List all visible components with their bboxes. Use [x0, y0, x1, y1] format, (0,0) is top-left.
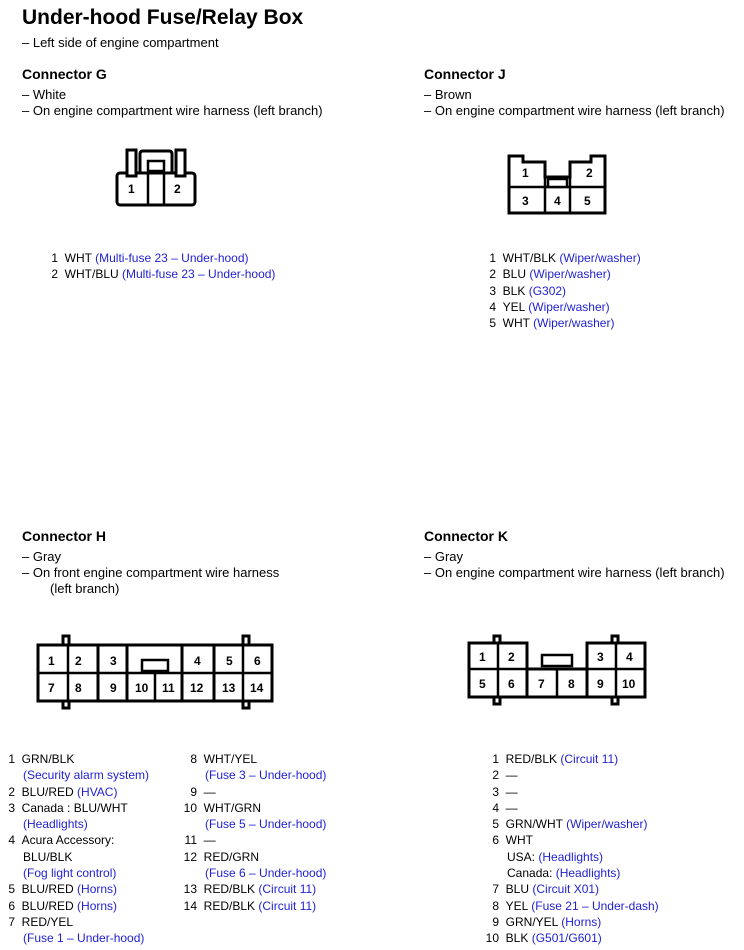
connector-g-pin-list [50, 250, 275, 283]
pin-row [50, 266, 275, 282]
connector-h-color: – Gray [22, 549, 62, 564]
pin-number: 7 [492, 882, 499, 897]
pin-circuit-link: (Wiper/washer) [559, 251, 641, 265]
pin-row [183, 898, 326, 914]
pin-number: 7 [8, 914, 15, 929]
pin-row [183, 751, 326, 767]
pin-circuit-link: (Circuit X01) [532, 882, 600, 897]
connector-h-cavity-label: 14 [250, 681, 264, 695]
connector-k-diagram [466, 633, 651, 713]
pin-row [485, 832, 659, 848]
pin-row [7, 832, 149, 848]
connector-k-title: Connector K [424, 528, 508, 544]
pin-wire-color: BLU [502, 267, 527, 282]
pin-number: 2 [51, 267, 58, 282]
pin-row [7, 898, 149, 914]
connector-g-diagram [100, 145, 210, 215]
pin-wire-color: WHT/BLK [502, 251, 557, 265]
pin-number: 13 [183, 882, 197, 897]
pin-row [485, 930, 659, 946]
connector-h-cavity-label: 13 [222, 681, 236, 695]
pin-wire-color: WHT/GRN [203, 800, 261, 815]
connector-j-cavity-label: 1 [522, 166, 529, 180]
pin-circuit-link: (Horns) [561, 914, 602, 929]
pin-circuit-link: (G302) [528, 283, 567, 298]
connector-h-title: Connector H [22, 528, 106, 544]
pin-wire-color: WHT [64, 251, 92, 265]
pin-wire-color: — [505, 800, 518, 815]
connector-j-title: Connector J [424, 66, 506, 82]
pin-circuit-link: (Multi-fuse 23 – Under-hood) [122, 267, 276, 282]
pin-wire-color: YEL [502, 299, 525, 314]
connector-k-location: – On engine compartment wire harness (left branch) [424, 565, 725, 580]
connector-h-cavity-label: 12 [190, 681, 204, 695]
connector-k-cavity-label: 9 [597, 677, 604, 691]
pin-row-continued [7, 816, 149, 832]
pin-number: 6 [492, 833, 499, 848]
pin-row [488, 283, 641, 299]
pin-circuit-link: (Fuse 6 – Under-hood) [205, 866, 327, 881]
page-title: Under-hood Fuse/Relay Box [22, 6, 304, 29]
pin-number: 4 [8, 833, 15, 848]
pin-wire-color: Canada : BLU/WHT [21, 800, 128, 815]
connector-h-diagram [35, 633, 280, 713]
pin-row [488, 266, 641, 282]
pin-wire-color: — [505, 768, 518, 783]
pin-row-variant [485, 865, 659, 881]
pin-circuit-link: (Fuse 3 – Under-hood) [205, 768, 327, 783]
pin-number: 3 [489, 283, 496, 298]
connector-h-location-cont: (left branch) [50, 581, 120, 596]
pin-number: 11 [184, 833, 197, 848]
pin-circuit-link: (Security alarm system) [23, 768, 150, 783]
pin-row [485, 767, 659, 783]
pin-row [183, 849, 326, 865]
connector-h-cavity-label: 7 [48, 681, 55, 695]
pin-row-continued [183, 767, 326, 783]
connector-k-cavity-label: 5 [479, 677, 486, 691]
pin-wire-color: — [203, 784, 216, 799]
pin-wire-color: RED/BLK [203, 898, 256, 913]
connector-k-color: – Gray [424, 549, 464, 564]
pin-row [7, 800, 149, 816]
pin-row [485, 751, 659, 767]
connector-h-cavity-label: 3 [110, 654, 117, 668]
pin-wire-color: YEL [505, 898, 528, 913]
pin-wire-color: RED/GRN [203, 849, 260, 864]
pin-wire-color: BLU/BLK [23, 849, 73, 864]
connector-j-color: – Brown [424, 87, 472, 102]
pin-wire-color: GRN/BLK [21, 752, 75, 766]
pin-number: 5 [489, 316, 496, 331]
pin-variant-label: USA: [507, 849, 536, 864]
pin-wire-color: WHT/YEL [203, 752, 258, 766]
pin-number: 10 [183, 800, 197, 815]
pin-wire-color: BLU/RED [21, 784, 74, 799]
pin-number: 2 [8, 784, 15, 799]
pin-number: 5 [8, 882, 15, 897]
pin-circuit-link: (Wiper/washer) [529, 267, 611, 282]
pin-row [488, 315, 641, 331]
pin-number: 3 [8, 800, 15, 815]
connector-h-cavity-label: 11 [162, 681, 175, 695]
pin-circuit-link: (Wiper/washer) [533, 316, 615, 331]
page-subtitle: – Left side of engine compartment [22, 35, 219, 50]
connector-g-location: – On engine compartment wire harness (left branch) [22, 103, 323, 118]
connector-j-diagram [506, 153, 611, 218]
pin-wire-color: GRN/WHT [505, 817, 563, 832]
pin-circuit-link: (G501/G601) [531, 931, 602, 946]
pin-circuit-link: (Headlights) [538, 849, 604, 864]
connector-g-title: Connector G [22, 66, 107, 82]
connector-h-cavity-label: 9 [110, 681, 117, 695]
pin-row-continued [183, 816, 326, 832]
pin-number: 1 [492, 752, 499, 766]
pin-number: 4 [492, 800, 499, 815]
pin-number: 1 [489, 251, 496, 265]
pin-wire-color: — [203, 833, 216, 848]
pin-wire-color: BLU/RED [21, 898, 74, 913]
pin-circuit-link: (Fuse 5 – Under-hood) [205, 817, 327, 832]
pin-wire-color: BLU/RED [21, 882, 74, 897]
connector-h-cavity-label: 4 [194, 654, 201, 668]
pin-row [485, 881, 659, 897]
connector-j-pin-list [488, 250, 641, 331]
connector-k-cavity-label: 10 [622, 677, 636, 691]
pin-row [488, 250, 641, 266]
connector-j-cavity-label: 5 [584, 194, 591, 208]
pin-number: 8 [190, 752, 197, 766]
connector-g-cavity-label: 1 [128, 182, 135, 196]
pin-row [183, 881, 326, 897]
pin-wire-color: BLK [505, 931, 529, 946]
pin-circuit-link: (Fog light control) [23, 866, 117, 881]
connector-h-cavity-label: 1 [48, 654, 55, 668]
pin-row-continued [183, 865, 326, 881]
connector-k-cavity-label: 4 [626, 650, 633, 664]
pin-circuit-link: (Multi-fuse 23 – Under-hood) [95, 251, 249, 265]
connector-k-pin-list [485, 751, 659, 947]
connector-h-cavity-label: 5 [226, 654, 233, 668]
pin-row [7, 914, 149, 930]
connector-h-pin-list-right [183, 751, 326, 914]
pin-number: 1 [8, 752, 15, 766]
pin-number: 8 [492, 898, 499, 913]
pin-row [7, 881, 149, 897]
pin-number: 9 [492, 914, 499, 929]
pin-row [485, 898, 659, 914]
pin-row-continued [7, 767, 149, 783]
pin-variant-label: Canada: [507, 866, 553, 881]
pin-circuit-link: (Horns) [77, 898, 118, 913]
pin-row-variant [485, 849, 659, 865]
pin-row [7, 784, 149, 800]
pin-number: 2 [489, 267, 496, 282]
pin-number: 4 [489, 299, 496, 314]
pin-number: 10 [485, 931, 499, 946]
pin-row [485, 800, 659, 816]
connector-h-cavity-label: 6 [254, 654, 261, 668]
connector-k-cavity-label: 7 [538, 677, 545, 691]
pin-circuit-link: (Circuit 11) [258, 898, 317, 913]
pin-row-continued [7, 865, 149, 881]
connector-h-cavity-label: 2 [75, 654, 82, 668]
pin-row [183, 784, 326, 800]
pin-wire-color: WHT [502, 316, 530, 331]
pin-number: 1 [51, 251, 58, 265]
pin-circuit-link: (Headlights) [555, 866, 621, 881]
pin-row [485, 816, 659, 832]
pin-circuit-link: (Headlights) [23, 817, 88, 832]
pin-wire-color: WHT/BLU [64, 267, 119, 282]
pin-circuit-link: (Wiper/washer) [528, 299, 610, 314]
pin-row-continued [7, 930, 149, 946]
pin-row [183, 800, 326, 816]
pin-circuit-link: (Fuse 21 – Under-dash) [531, 898, 659, 913]
pin-wire-color: BLK [502, 283, 526, 298]
pin-wire-color: BLU [505, 882, 530, 897]
pin-number: 3 [492, 784, 499, 799]
pin-row [7, 751, 149, 767]
connector-k-cavity-label: 1 [479, 650, 486, 664]
pin-row-continued [7, 849, 149, 865]
pin-circuit-link: (Fuse 1 – Under-hood) [23, 931, 145, 946]
pin-wire-color: RED/YEL [21, 914, 74, 929]
pin-circuit-link: (Circuit 11) [258, 882, 317, 897]
connector-j-cavity-label: 3 [522, 194, 529, 208]
connector-j-cavity-label: 2 [586, 166, 593, 180]
pin-circuit-link: (Horns) [77, 882, 118, 897]
pin-circuit-link: (Wiper/washer) [566, 817, 648, 832]
connector-h-location: – On front engine compartment wire harness [22, 565, 280, 580]
connector-j-cavity-label: 4 [554, 194, 561, 208]
connector-g-cavity-label: 2 [174, 182, 181, 196]
connector-h-cavity-label: 8 [75, 681, 82, 695]
connector-k-cavity-label: 8 [568, 677, 575, 691]
pin-wire-color: Acura Accessory: [21, 833, 115, 848]
connector-h-pin-list-left [7, 751, 149, 947]
pin-number: 9 [190, 784, 197, 799]
connector-j-location: – On engine compartment wire harness (left branch) [424, 103, 725, 118]
pin-number: 6 [8, 898, 15, 913]
connector-h-cavity-label: 10 [135, 681, 149, 695]
pin-wire-color: WHT [505, 833, 533, 848]
pin-row [485, 914, 659, 930]
pin-row [488, 299, 641, 315]
pin-wire-color: — [505, 784, 518, 799]
pin-row [183, 832, 326, 848]
pin-circuit-link: (HVAC) [77, 784, 118, 799]
pin-wire-color: RED/BLK [203, 882, 256, 897]
connector-k-cavity-label: 2 [508, 650, 515, 664]
pin-row [50, 250, 275, 266]
pin-number: 14 [183, 898, 197, 913]
pin-circuit-link: (Circuit 11) [560, 752, 619, 766]
pin-number: 5 [492, 817, 499, 832]
connector-k-cavity-label: 6 [508, 677, 515, 691]
connector-k-cavity-label: 3 [597, 650, 604, 664]
pin-number: 12 [183, 849, 197, 864]
pin-wire-color: GRN/YEL [505, 914, 558, 929]
connector-g-color: – White [22, 87, 67, 102]
pin-wire-color: RED/BLK [505, 752, 558, 766]
pin-number: 2 [492, 768, 499, 783]
pin-row [485, 784, 659, 800]
